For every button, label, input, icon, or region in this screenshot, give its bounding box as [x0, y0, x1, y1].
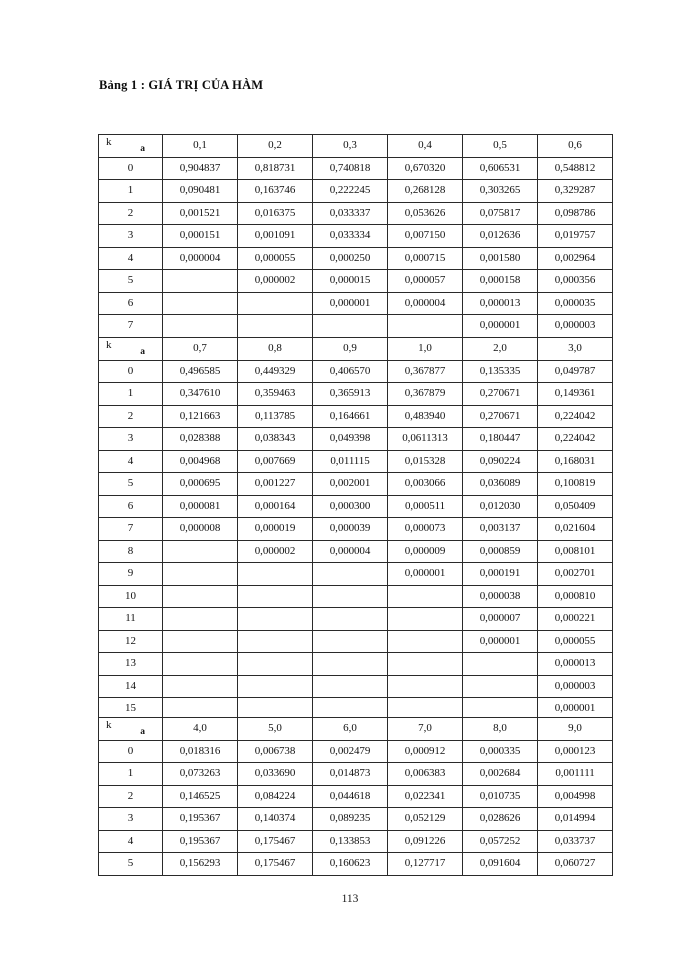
column-header: 0,2 — [238, 135, 313, 158]
value-cell: 0,000912 — [388, 740, 463, 763]
column-header: 0,1 — [163, 135, 238, 158]
value-cell: 0,057252 — [463, 830, 538, 853]
value-cell: 0,010735 — [463, 785, 538, 808]
value-cell: 0,033337 — [313, 202, 388, 225]
table-2-container — [98, 337, 612, 721]
value-cell: 0,053626 — [388, 202, 463, 225]
table-1-container — [98, 134, 612, 338]
table-row — [99, 292, 613, 315]
value-cell: 0,028626 — [463, 808, 538, 831]
value-cell: 0,000001 — [463, 630, 538, 653]
row-variable-label: k — [106, 136, 112, 148]
value-cell: 0,091226 — [388, 830, 463, 853]
value-cell: 0,168031 — [538, 450, 613, 473]
value-cell: 0,006383 — [388, 763, 463, 786]
row-index-cell: 11 — [99, 608, 163, 631]
value-cell: 0,000073 — [388, 518, 463, 541]
value-cell: 0,000191 — [463, 563, 538, 586]
value-cell-empty — [313, 608, 388, 631]
value-cell: 0,000002 — [238, 540, 313, 563]
value-cell: 0,000001 — [388, 563, 463, 586]
table-row — [99, 360, 613, 383]
value-cell-empty — [238, 653, 313, 676]
value-cell: 0,038343 — [238, 428, 313, 451]
row-index-cell: 1 — [99, 763, 163, 786]
value-cell: 0,606531 — [463, 157, 538, 180]
value-cell: 0,113785 — [238, 405, 313, 428]
value-cell: 0,001521 — [163, 202, 238, 225]
column-header: 2,0 — [463, 338, 538, 361]
row-index-cell: 0 — [99, 360, 163, 383]
row-index-cell: 4 — [99, 247, 163, 270]
value-cell: 0,000001 — [313, 292, 388, 315]
value-cell: 0,195367 — [163, 808, 238, 831]
value-cell: 0,000300 — [313, 495, 388, 518]
table-3 — [98, 717, 613, 876]
value-cell: 0,365913 — [313, 383, 388, 406]
value-cell: 0,121663 — [163, 405, 238, 428]
value-cell: 0,740818 — [313, 157, 388, 180]
row-index-cell: 2 — [99, 405, 163, 428]
value-cell: 0,000164 — [238, 495, 313, 518]
row-index-cell: 2 — [99, 785, 163, 808]
value-cell: 0,149361 — [538, 383, 613, 406]
value-cell: 0,060727 — [538, 853, 613, 876]
table-row — [99, 202, 613, 225]
header-corner-cell — [99, 718, 163, 741]
value-cell: 0,163746 — [238, 180, 313, 203]
value-cell-empty — [163, 563, 238, 586]
value-cell: 0,098786 — [538, 202, 613, 225]
value-cell: 0,028388 — [163, 428, 238, 451]
table-row — [99, 180, 613, 203]
value-cell-empty — [238, 630, 313, 653]
value-cell: 0,000013 — [538, 653, 613, 676]
value-cell: 0,367879 — [388, 383, 463, 406]
value-cell: 0,000003 — [538, 315, 613, 338]
row-index-cell: 2 — [99, 202, 163, 225]
value-cell: 0,000335 — [463, 740, 538, 763]
column-header: 0,8 — [238, 338, 313, 361]
table-row — [99, 405, 613, 428]
table-1 — [98, 134, 613, 338]
value-cell: 0,164661 — [313, 405, 388, 428]
value-cell: 0,133853 — [313, 830, 388, 853]
table-header-row — [99, 718, 613, 741]
value-cell: 0,000004 — [388, 292, 463, 315]
value-cell: 0,091604 — [463, 853, 538, 876]
value-cell: 0,015328 — [388, 450, 463, 473]
header-corner-cell — [99, 338, 163, 361]
value-cell: 0,090481 — [163, 180, 238, 203]
value-cell: 0,000859 — [463, 540, 538, 563]
value-cell-empty — [163, 608, 238, 631]
value-cell: 0,268128 — [388, 180, 463, 203]
table-row — [99, 383, 613, 406]
value-cell: 0,000001 — [538, 698, 613, 721]
table-3-container — [98, 717, 612, 876]
value-cell: 0,000081 — [163, 495, 238, 518]
value-cell: 0,548812 — [538, 157, 613, 180]
value-cell-empty — [238, 292, 313, 315]
table-row — [99, 450, 613, 473]
value-cell-empty — [388, 675, 463, 698]
value-cell: 0,022341 — [388, 785, 463, 808]
column-header: 0,6 — [538, 135, 613, 158]
value-cell: 0,222245 — [313, 180, 388, 203]
row-index-cell: 5 — [99, 473, 163, 496]
row-index-cell: 9 — [99, 563, 163, 586]
row-index-cell: 1 — [99, 180, 163, 203]
row-index-cell: 7 — [99, 518, 163, 541]
column-variable-label: a — [140, 144, 145, 154]
value-cell: 0,670320 — [388, 157, 463, 180]
value-cell-empty — [463, 653, 538, 676]
value-cell: 0,000695 — [163, 473, 238, 496]
value-cell: 0,140374 — [238, 808, 313, 831]
table-row — [99, 157, 613, 180]
value-cell: 0,089235 — [313, 808, 388, 831]
row-index-cell: 8 — [99, 540, 163, 563]
value-cell: 0,002001 — [313, 473, 388, 496]
value-cell: 0,075817 — [463, 202, 538, 225]
value-cell: 0,004998 — [538, 785, 613, 808]
value-cell-empty — [163, 675, 238, 698]
value-cell: 0,496585 — [163, 360, 238, 383]
row-index-cell: 15 — [99, 698, 163, 721]
value-cell: 0,000007 — [463, 608, 538, 631]
row-index-cell: 6 — [99, 495, 163, 518]
value-cell: 0,000039 — [313, 518, 388, 541]
value-cell: 0,406570 — [313, 360, 388, 383]
header-corner-cell — [99, 135, 163, 158]
value-cell: 0,000002 — [238, 270, 313, 293]
table-row — [99, 763, 613, 786]
table-row — [99, 740, 613, 763]
table-row — [99, 247, 613, 270]
value-cell: 0,000057 — [388, 270, 463, 293]
value-cell-empty — [163, 292, 238, 315]
column-header: 5,0 — [238, 718, 313, 741]
table-row — [99, 315, 613, 338]
value-cell-empty — [163, 315, 238, 338]
value-cell: 0,000001 — [463, 315, 538, 338]
row-index-cell: 5 — [99, 853, 163, 876]
value-cell: 0,049398 — [313, 428, 388, 451]
value-cell: 0,224042 — [538, 428, 613, 451]
value-cell: 0,000158 — [463, 270, 538, 293]
row-index-cell: 7 — [99, 315, 163, 338]
table-row — [99, 563, 613, 586]
value-cell: 0,001580 — [463, 247, 538, 270]
value-cell-empty — [313, 563, 388, 586]
row-variable-label: k — [106, 339, 112, 351]
value-cell-empty — [313, 315, 388, 338]
table-row — [99, 653, 613, 676]
value-cell: 0,021604 — [538, 518, 613, 541]
value-cell: 0,001091 — [238, 225, 313, 248]
value-cell: 0,012636 — [463, 225, 538, 248]
value-cell: 0,000004 — [163, 247, 238, 270]
value-cell: 0,483940 — [388, 405, 463, 428]
table-row — [99, 540, 613, 563]
value-cell: 0,000019 — [238, 518, 313, 541]
table-row — [99, 225, 613, 248]
value-cell-empty — [163, 585, 238, 608]
row-index-cell: 3 — [99, 225, 163, 248]
value-cell: 0,127717 — [388, 853, 463, 876]
row-index-cell: 5 — [99, 270, 163, 293]
table-row — [99, 518, 613, 541]
value-cell: 0,000055 — [238, 247, 313, 270]
value-cell: 0,160623 — [313, 853, 388, 876]
row-index-cell: 0 — [99, 157, 163, 180]
value-cell-empty — [313, 585, 388, 608]
row-index-cell: 10 — [99, 585, 163, 608]
value-cell: 0,036089 — [463, 473, 538, 496]
value-cell: 0,359463 — [238, 383, 313, 406]
value-cell: 0,008101 — [538, 540, 613, 563]
value-cell: 0,012030 — [463, 495, 538, 518]
value-cell: 0,000356 — [538, 270, 613, 293]
value-cell-empty — [388, 630, 463, 653]
value-cell: 0,135335 — [463, 360, 538, 383]
value-cell: 0,002701 — [538, 563, 613, 586]
value-cell: 0,004968 — [163, 450, 238, 473]
value-cell: 0,818731 — [238, 157, 313, 180]
value-cell: 0,001111 — [538, 763, 613, 786]
value-cell: 0,000221 — [538, 608, 613, 631]
value-cell: 0,014994 — [538, 808, 613, 831]
value-cell-empty — [238, 675, 313, 698]
value-cell: 0,002684 — [463, 763, 538, 786]
table-row — [99, 630, 613, 653]
value-cell: 0,033334 — [313, 225, 388, 248]
value-cell: 0,146525 — [163, 785, 238, 808]
column-header: 0,5 — [463, 135, 538, 158]
value-cell: 0,175467 — [238, 853, 313, 876]
value-cell: 0,000038 — [463, 585, 538, 608]
row-index-cell: 14 — [99, 675, 163, 698]
value-cell: 0,016375 — [238, 202, 313, 225]
row-index-cell: 3 — [99, 808, 163, 831]
value-cell-empty — [238, 585, 313, 608]
value-cell: 0,002479 — [313, 740, 388, 763]
value-cell-empty — [163, 653, 238, 676]
value-cell: 0,014873 — [313, 763, 388, 786]
column-header: 0,4 — [388, 135, 463, 158]
value-cell-empty — [388, 653, 463, 676]
column-header: 0,3 — [313, 135, 388, 158]
row-index-cell: 4 — [99, 450, 163, 473]
value-cell: 0,002964 — [538, 247, 613, 270]
value-cell-empty — [313, 630, 388, 653]
column-variable-label: a — [140, 347, 145, 357]
table-2 — [98, 337, 613, 721]
value-cell-empty — [313, 653, 388, 676]
value-cell: 0,019757 — [538, 225, 613, 248]
table-row — [99, 495, 613, 518]
value-cell: 0,000004 — [313, 540, 388, 563]
column-header: 7,0 — [388, 718, 463, 741]
value-cell-empty — [388, 608, 463, 631]
value-cell: 0,052129 — [388, 808, 463, 831]
value-cell: 0,000250 — [313, 247, 388, 270]
row-variable-label: k — [106, 719, 112, 731]
value-cell: 0,000013 — [463, 292, 538, 315]
value-cell: 0,006738 — [238, 740, 313, 763]
value-cell: 0,073263 — [163, 763, 238, 786]
value-cell: 0,303265 — [463, 180, 538, 203]
value-cell: 0,449329 — [238, 360, 313, 383]
column-header: 8,0 — [463, 718, 538, 741]
table-row — [99, 585, 613, 608]
table-row — [99, 675, 613, 698]
row-index-cell: 1 — [99, 383, 163, 406]
value-cell: 0,033737 — [538, 830, 613, 853]
value-cell-empty — [238, 315, 313, 338]
value-cell: 0,003137 — [463, 518, 538, 541]
value-cell-empty — [388, 585, 463, 608]
table-row — [99, 473, 613, 496]
value-cell: 0,001227 — [238, 473, 313, 496]
value-cell: 0,049787 — [538, 360, 613, 383]
value-cell: 0,329287 — [538, 180, 613, 203]
table-row — [99, 428, 613, 451]
row-index-cell: 13 — [99, 653, 163, 676]
table-row — [99, 853, 613, 876]
value-cell-empty — [313, 675, 388, 698]
value-cell: 0,000015 — [313, 270, 388, 293]
value-cell: 0,224042 — [538, 405, 613, 428]
value-cell: 0,090224 — [463, 450, 538, 473]
value-cell-empty — [238, 563, 313, 586]
row-index-cell: 0 — [99, 740, 163, 763]
value-cell: 0,084224 — [238, 785, 313, 808]
row-index-cell: 6 — [99, 292, 163, 315]
value-cell: 0,050409 — [538, 495, 613, 518]
value-cell: 0,018316 — [163, 740, 238, 763]
column-header: 3,0 — [538, 338, 613, 361]
value-cell-empty — [163, 270, 238, 293]
value-cell: 0,0611313 — [388, 428, 463, 451]
value-cell: 0,904837 — [163, 157, 238, 180]
value-cell: 0,156293 — [163, 853, 238, 876]
value-cell: 0,007150 — [388, 225, 463, 248]
value-cell: 0,270671 — [463, 383, 538, 406]
value-cell: 0,000035 — [538, 292, 613, 315]
value-cell: 0,000008 — [163, 518, 238, 541]
column-header: 0,7 — [163, 338, 238, 361]
page-title: Bảng 1 : GIÁ TRỊ CỦA HÀM — [99, 78, 264, 92]
value-cell: 0,000151 — [163, 225, 238, 248]
value-cell-empty — [163, 630, 238, 653]
value-cell: 0,175467 — [238, 830, 313, 853]
table-row — [99, 270, 613, 293]
column-variable-label: a — [140, 727, 145, 737]
value-cell: 0,003066 — [388, 473, 463, 496]
table-row — [99, 808, 613, 831]
value-cell: 0,000511 — [388, 495, 463, 518]
table-header-row — [99, 338, 613, 361]
column-header: 0,9 — [313, 338, 388, 361]
value-cell-empty — [388, 315, 463, 338]
value-cell: 0,347610 — [163, 383, 238, 406]
value-cell: 0,100819 — [538, 473, 613, 496]
value-cell: 0,180447 — [463, 428, 538, 451]
value-cell: 0,270671 — [463, 405, 538, 428]
value-cell: 0,367877 — [388, 360, 463, 383]
table-row — [99, 608, 613, 631]
table-row — [99, 830, 613, 853]
value-cell: 0,011115 — [313, 450, 388, 473]
value-cell: 0,000055 — [538, 630, 613, 653]
column-header: 9,0 — [538, 718, 613, 741]
value-cell-empty — [463, 675, 538, 698]
row-index-cell: 3 — [99, 428, 163, 451]
value-cell: 0,044618 — [313, 785, 388, 808]
column-header: 4,0 — [163, 718, 238, 741]
value-cell: 0,007669 — [238, 450, 313, 473]
value-cell: 0,000009 — [388, 540, 463, 563]
table-row — [99, 785, 613, 808]
table-header-row — [99, 135, 613, 158]
value-cell: 0,000123 — [538, 740, 613, 763]
column-header: 6,0 — [313, 718, 388, 741]
value-cell-empty — [238, 608, 313, 631]
value-cell: 0,195367 — [163, 830, 238, 853]
value-cell-empty — [163, 540, 238, 563]
row-index-cell: 4 — [99, 830, 163, 853]
value-cell: 0,000715 — [388, 247, 463, 270]
page-number: 113 — [341, 893, 359, 905]
column-header: 1,0 — [388, 338, 463, 361]
value-cell: 0,033690 — [238, 763, 313, 786]
value-cell: 0,000003 — [538, 675, 613, 698]
row-index-cell: 12 — [99, 630, 163, 653]
value-cell: 0,000810 — [538, 585, 613, 608]
